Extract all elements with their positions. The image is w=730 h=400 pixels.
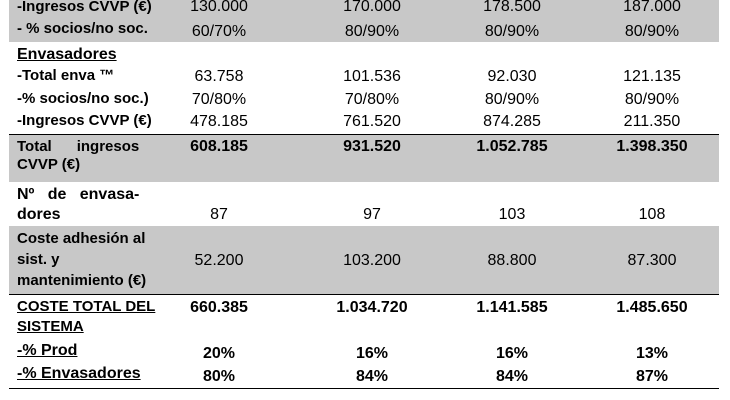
row-label: mantenimiento (€) <box>17 272 147 289</box>
cell-value: 16% <box>355 345 389 362</box>
cell-value: 108 <box>638 206 666 223</box>
cell-value: 13% <box>635 345 669 362</box>
cell-value: 92.030 <box>487 68 537 85</box>
cell-value: 1.052.785 <box>476 138 548 155</box>
row-pct-envasadores <box>9 364 719 388</box>
cell-value: 478.185 <box>190 113 248 130</box>
cell-value: 97 <box>363 206 381 223</box>
cell-value: 80/90% <box>484 23 540 40</box>
cell-value: 101.536 <box>343 68 401 85</box>
cell-value: 20% <box>202 345 236 362</box>
row-label: dores <box>17 206 61 223</box>
cell-value: 660.385 <box>190 299 248 316</box>
cell-value: 80/90% <box>624 23 680 40</box>
cell-value: 88.800 <box>487 252 537 269</box>
cell-value: 211.350 <box>623 113 681 130</box>
table-bottom-border <box>9 388 719 389</box>
row-total-ingresos <box>9 134 719 183</box>
row-label: Nº de envasa- <box>17 186 140 203</box>
row-label: COSTE TOTAL DEL <box>17 298 156 315</box>
cell-value: 121.135 <box>623 68 681 85</box>
row-label: -Ingresos CVVP (€) <box>17 0 152 15</box>
cell-value: 70/80% <box>344 91 400 108</box>
cell-value: 87% <box>635 368 669 385</box>
row-label: -Ingresos CVVP (€) <box>17 112 152 129</box>
row-label: sist. y <box>17 251 60 268</box>
row-label: -% Envasadores <box>17 365 141 382</box>
row-num-envasadores <box>9 182 719 226</box>
cell-value: 84% <box>355 368 389 385</box>
cell-value: 170.000 <box>343 0 401 15</box>
cell-value: 80/90% <box>484 91 540 108</box>
cell-value: 80% <box>202 368 236 385</box>
row-label: -% Prod <box>17 342 78 359</box>
cell-value: 16% <box>495 345 529 362</box>
cell-value: 52.200 <box>194 252 244 269</box>
cell-value: 84% <box>495 368 529 385</box>
row-pct-prod <box>9 340 719 364</box>
cell-value: 608.185 <box>190 138 248 155</box>
row-coste-adhesion <box>9 226 719 294</box>
cell-value: 80/90% <box>624 91 680 108</box>
row-label: -Total enva ™ <box>17 67 115 84</box>
row-label: Coste adhesión al <box>17 230 146 247</box>
cell-value: 103.200 <box>343 252 401 269</box>
envasadores-block <box>9 42 719 134</box>
cell-value: 1.398.350 <box>616 138 688 155</box>
row-label: Total ingresos <box>17 138 140 155</box>
row-pct-socios-productores <box>9 22 719 42</box>
cell-value: 931.520 <box>343 138 401 155</box>
cell-value: 761.520 <box>343 113 401 130</box>
row-label: -% socios/no soc.) <box>17 90 149 107</box>
cell-value: 130.000 <box>190 0 248 15</box>
cell-value: 80/90% <box>344 23 400 40</box>
row-label: CVVP (€) <box>17 156 81 173</box>
row-coste-total <box>9 294 719 341</box>
cell-value: 63.758 <box>194 68 244 85</box>
cell-value: 87 <box>210 206 228 223</box>
cell-value: 1.141.585 <box>476 299 548 316</box>
cell-value: 1.485.650 <box>616 299 688 316</box>
cell-value: 187.000 <box>623 0 681 15</box>
cell-value: 70/80% <box>191 91 247 108</box>
cell-value: 1.034.720 <box>336 299 408 316</box>
row-label: - % socios/no soc. <box>17 20 148 37</box>
row-label: SISTEMA <box>17 318 84 335</box>
section-heading-envasadores: Envasadores <box>17 46 117 63</box>
cell-value: 103 <box>498 206 526 223</box>
cell-value: 60/70% <box>191 23 247 40</box>
cell-value: 87.300 <box>627 252 677 269</box>
cell-value: 874.285 <box>483 113 541 130</box>
cell-value: 178.500 <box>483 0 541 15</box>
